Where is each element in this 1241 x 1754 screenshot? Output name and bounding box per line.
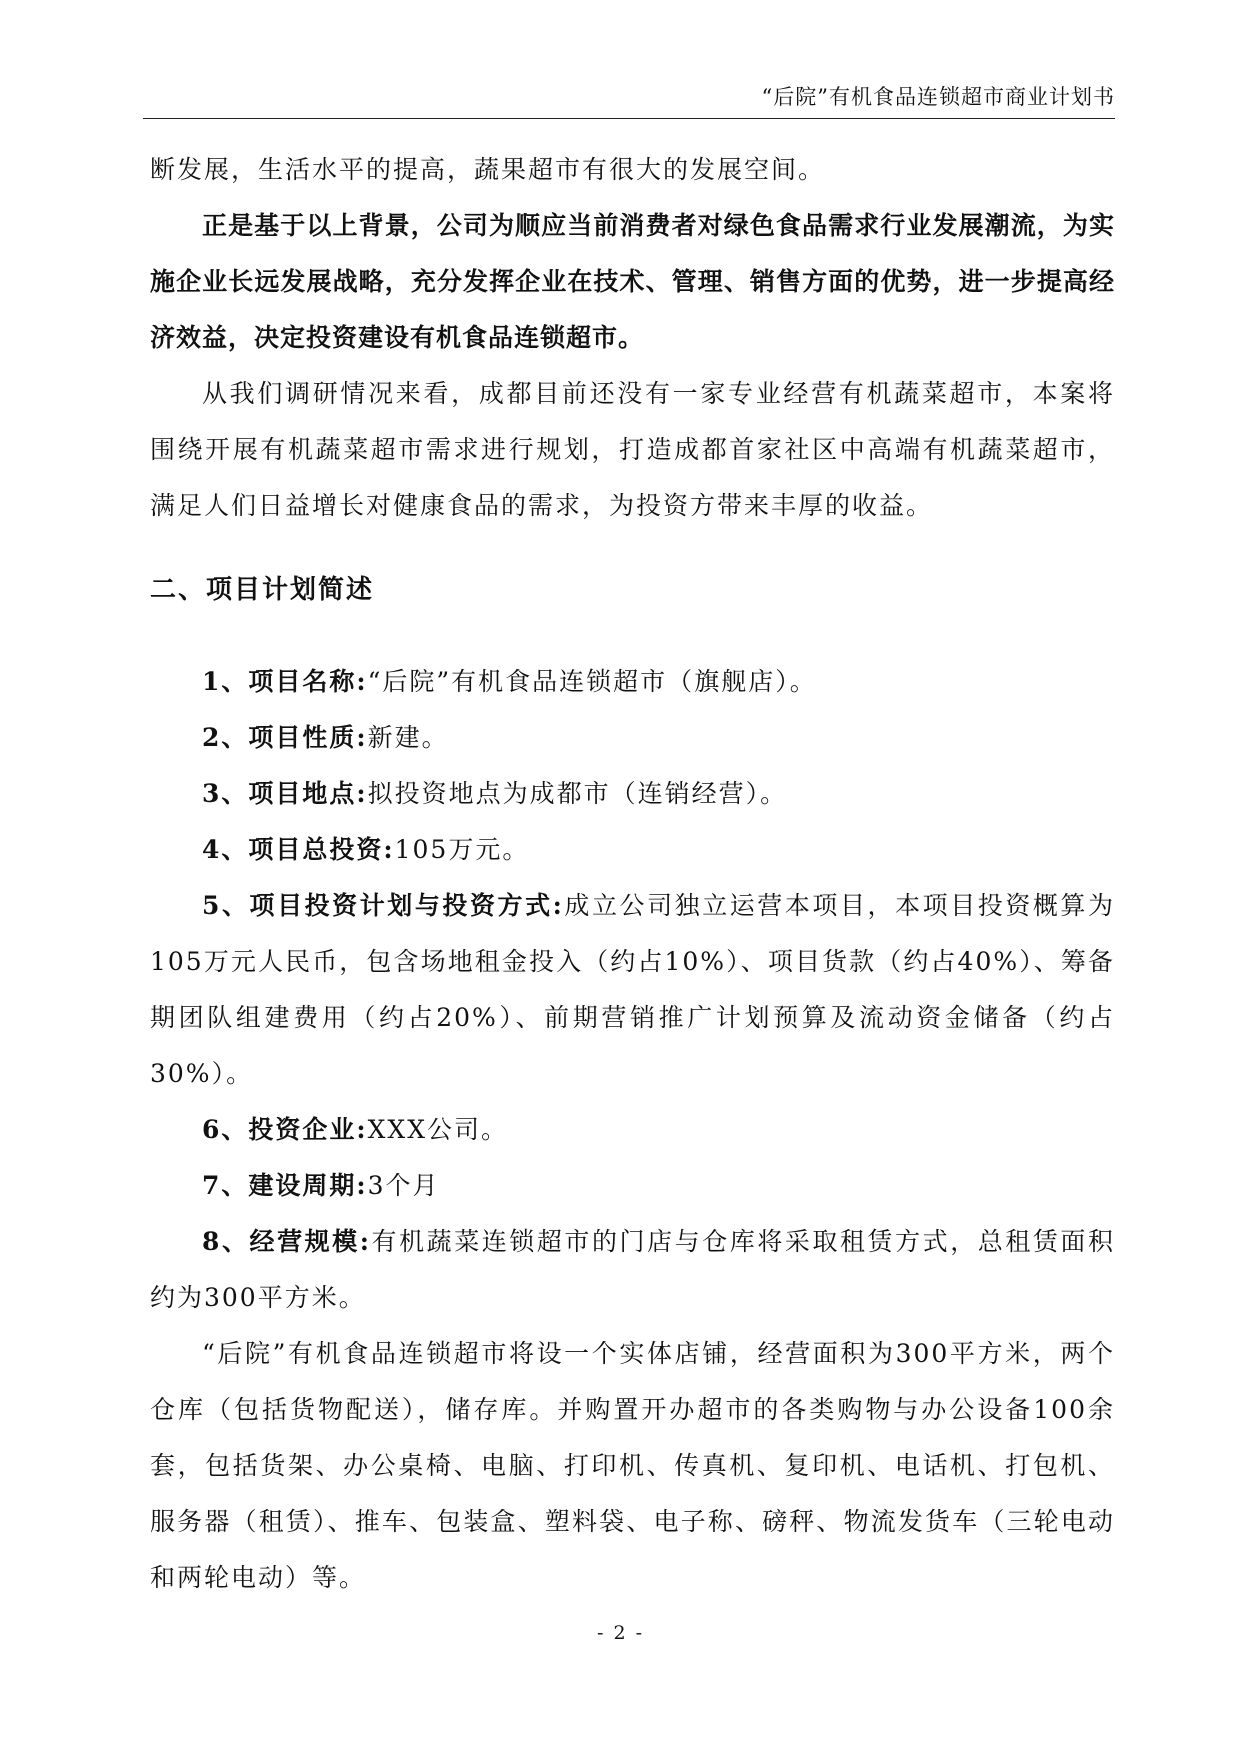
item-total-investment [150, 822, 1115, 878]
item-operating-scale [150, 1214, 1115, 1326]
item-label: 7、建设周期: [202, 1171, 368, 1200]
item-value: 105万元。 [394, 835, 530, 864]
item-label: 2、项目性质: [202, 723, 368, 752]
item-value: 新建。 [367, 723, 449, 752]
item-investment-plan [150, 878, 1115, 1102]
section-heading: 二、项目计划简述 [150, 575, 375, 605]
item-value: XXX公司。 [367, 1115, 509, 1144]
paragraph-continued: 断发展，生活水平的提高，蔬果超市有很大的发展空间。 [150, 155, 826, 184]
item-project-nature [150, 710, 1115, 766]
item-label: 5、项目投资计划与投资方式: [202, 891, 564, 920]
item-label: 8、经营规模: [202, 1227, 371, 1256]
running-header: “后院”有机食品连锁超市商业计划书 [761, 85, 1115, 109]
page-number: - 2 - [596, 1622, 644, 1644]
item-construction-period [150, 1158, 1115, 1214]
item-label: 6、投资企业: [202, 1115, 368, 1144]
item-value: 拟投资地点为成都市（连销经营）。 [367, 779, 788, 808]
paragraph-research: 从我们调研情况来看，成都目前还没有一家专业经营有机蔬菜超市，本案将围绕开展有机蔬菜超市需求进行规划，打造成都首家社区中高端有机蔬菜超市，满足人们日益增长对健康食品的需求，为投资方带来丰厚的收益。 [150, 379, 1115, 520]
header-rule [143, 118, 1115, 119]
item-label: 1、项目名称: [202, 667, 368, 696]
item-value: “后院”有机食品连锁超市（旗舰店）。 [367, 667, 817, 696]
paragraph-background: 正是基于以上背景，公司为顺应当前消费者对绿色食品需求行业发展潮流，为实施企业长远发展战略，充分发挥企业在技术、管理、销售方面的优势，进一步提高经济效益，决定投资建设有机食品连锁超市。 [150, 211, 1115, 352]
item-label: 3、项目地点: [202, 779, 368, 808]
item-label: 4、项目总投资: [202, 835, 395, 864]
item-project-name [150, 654, 1115, 710]
item-investing-company [150, 1102, 1115, 1158]
item-value: 成立公司独立运营本项目，本项目投资概算为105万元人民币，包含场地租金投入（约占10%）、项目货款（约占40%）、筹备期团队组建费用（约占20%）、前期营销推广计划预算及流动资金储备（约占30%）。 [150, 891, 1115, 1088]
body-text [150, 142, 1115, 1606]
item-value: 有机蔬菜连锁超市的门店与仓库将采取租赁方式，总租赁面积约为300平方米。 [150, 1227, 1115, 1312]
paragraph-store-details: “后院”有机食品连锁超市将设一个实体店铺，经营面积为300平方米，两个仓库（包括货物配送），储存库。并购置开办超市的各类购物与办公设备100余套，包括货架、办公桌椅、电脑、打印机、传真机、复印机、电话机、打包机、服务器（租赁）、推车、包装盒、塑料袋、电子称、磅秤、物流发货车（三轮电动和两轮电动）等。 [150, 1339, 1115, 1592]
item-project-location [150, 766, 1115, 822]
item-value: 3个月 [367, 1171, 440, 1200]
